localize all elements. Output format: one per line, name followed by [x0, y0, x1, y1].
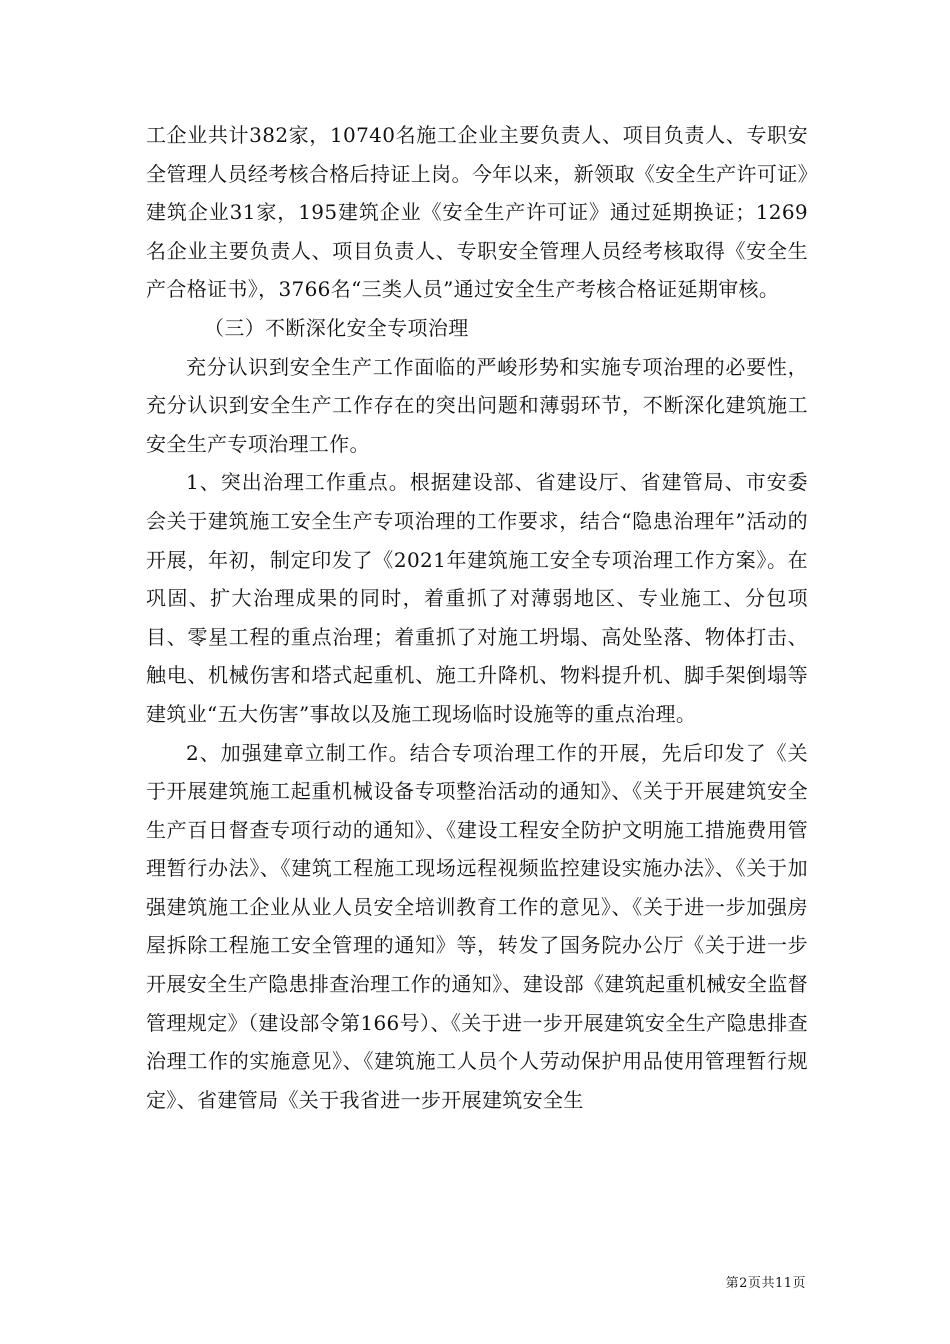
paragraph-item-1: 1、突出治理工作重点。根据建设部、省建设厅、省建管局、市安委会关于建筑施工安全生产专项治理的工作要求，结合“隐患治理年”活动的开展，年初，制定印发了《2021年建筑施工安全专项治理工作方案》。在巩固、扩大治理成果的同时，着重抓了对薄弱地区、专业施工、分包项目、零星工程的重点治理；着重抓了对施工坍塌、高处坠落、物体打击、触电、机械伤害和塔式起重机、施工升降机、物料提升机、脚手架倒塌等建筑业“五大伤害”事故以及施工现场临时设施等的重点治理。 [146, 470, 808, 726]
paragraph-continued: 工企业共计382家，10740名施工企业主要负责人、项目负责人、专职安全管理人员经考核合格后持证上岗。今年以来，新领取《安全生产许可证》建筑企业31家，195建筑企业《安全生产许可证》通过延期换证；1269名企业主要负责人、项目负责人、专职安全管理人员经考核取得《安全生产合格证书》，3766名“三类人员”通过安全生产考核合格证延期审核。 [146, 123, 808, 302]
paragraph-item-2: 2、加强建章立制工作。结合专项治理工作的开展，先后印发了《关于开展建筑施工起重机械设备专项整治活动的通知》、《关于开展建筑安全生产百日督查专项行动的通知》、《建设工程安全防护文明施工措施费用管理暂行办法》、《建筑工程施工现场远程视频监控建设实施办法》、《关于加强建筑施工企业从业人员安全培训教育工作的意见》、《关于进一步加强房屋拆除工程施工安全管理的通知》等，转发了国务院办公厅《关于进一步开展安全生产隐患排查治理工作的通知》、建设部《建筑起重机械安全监督管理规定》（建设部令第166号）、《关于进一步开展建筑安全生产隐患排查治理工作的实施意见》、《建筑施工人员个人劳动保护用品使用管理暂行规定》、省建管局《关于我省进一步开展建筑安全生 [146, 740, 808, 1112]
section-heading: （三）不断深化安全专项治理 [204, 315, 469, 340]
page-number-footer: 第2页共11页 [725, 1276, 806, 1291]
document-body [146, 116, 808, 1119]
paragraph-intro: 充分认识到安全生产工作面临的严峻形势和实施专项治理的必要性，充分认识到安全生产工作存在的突出问题和薄弱环节，不断深化建筑施工安全生产专项治理工作。 [146, 354, 808, 456]
